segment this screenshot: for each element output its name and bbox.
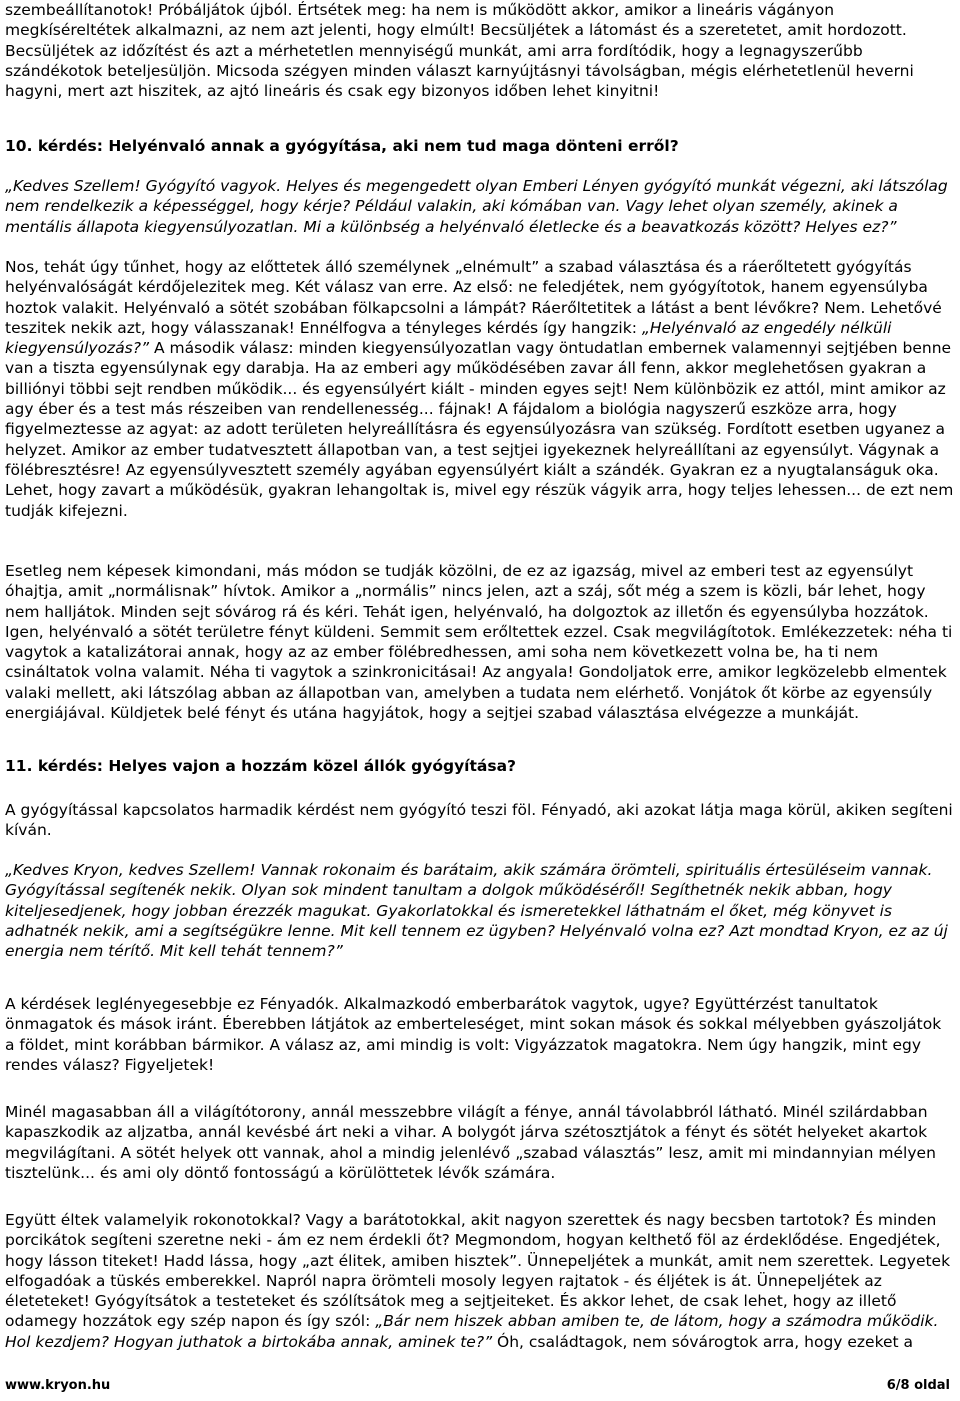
text-line <box>5 683 953 703</box>
paragraph-q11-answer <box>5 994 953 1075</box>
text-line <box>5 602 953 622</box>
bold-heading-text: 11. kérdés: Helyes vajon a hozzám közel állók gyógyítása? <box>5 757 517 775</box>
text-line <box>5 1332 953 1352</box>
text-line <box>5 860 953 880</box>
text-line <box>5 622 953 642</box>
text-line <box>5 1251 953 1271</box>
text-segment: Nos, tehát úgy tűnhet, hogy az előttetek álló személynek „elnémult” a szabad választása és a ráerőltetett gyógyítás <box>5 258 912 276</box>
text-segment: teszitek nekik azt, hogy válasszanak! Ennélfogva a tényleges kérdés így hangzik: <box>5 318 642 337</box>
paragraph-q10-heading <box>5 136 953 156</box>
text-line <box>5 176 953 196</box>
text-segment: csináltatok volna valamit. Néha ti vagytok a szinkronicitásai! Az angyala! Gondoljatok erre, amikor legközelebb elmentek <box>5 663 947 682</box>
italic-text: energia nem térítő. Mit kell tehát tennem?” <box>5 942 343 961</box>
text-line <box>5 1122 953 1142</box>
paragraph-q10-answer <box>5 257 953 521</box>
text-line <box>5 358 953 378</box>
paragraph-q10-question <box>5 176 953 237</box>
text-line <box>5 1102 953 1122</box>
text-line <box>5 379 953 399</box>
text-segment: kapaszkodik az aljzatba, annál kevésbé árt neki a vihar. A bolygót járva szétosztjátok a fényt és sötét helyeket akartok <box>5 1123 928 1142</box>
text-segment: óhajtja, amit „normálisnak” hívtok. Amikor a „normális” nincs jelen, azt a száj, sőt még a szem is közli, bár lehet, hogy <box>5 582 926 601</box>
paragraph-intro <box>5 0 953 101</box>
text-line <box>5 642 953 662</box>
text-segment: odamegy hozzátok egy szép napon és így szól: <box>5 1312 376 1331</box>
paragraph-q10-answer-2 <box>5 561 953 723</box>
paragraph-q11-intro <box>5 800 953 841</box>
text-segment: helyzet. Amikor az ember tudatvesztett állapotban van, a test sejtjei igyekeznek helyreállítani az egyensúlyt. Vágynak a <box>5 440 940 459</box>
text-line <box>5 1163 953 1183</box>
text-line <box>5 0 953 20</box>
text-line <box>5 277 953 297</box>
paragraph-q11-answer-2 <box>5 1102 953 1183</box>
text-line <box>5 1035 953 1055</box>
italic-text: Gyógyítással segítenék nekik. Olyan sok mindent tanultam a dolgok működéséről! Segíthetnék nekik abban, hogy <box>5 881 892 900</box>
italic-text: kiteljesedjenek, hogy jobban érezzék magukat. Gyakorlatokkal és ismeretekkel láthatnám el őket, még könyvet is <box>5 901 892 920</box>
text-segment: figyelmeztesse az agyat: az adott területen helyreállításra és egyensúlyozásra van szükség. Fordított esetben ugyanez a <box>5 420 946 439</box>
text-line <box>5 196 953 216</box>
text-segment: hagyni, mert azt hiszitek, az ajtó lineáris és csak egy bizonyos időben lehet kinyitni! <box>5 82 660 101</box>
text-line <box>5 257 953 277</box>
text-segment: megkíséreltétek alkalmazni, az nem azt jelenti, hogy elmúlt! Becsüljétek a látomást és a szeretetet, amit hordozott. <box>5 21 907 40</box>
italic-text: „Kedves Szellem! Gyógyító vagyok. Helyes és megengedett olyan Emberi Lényen gyógyító munkát végezni, aki látszólag <box>5 177 948 195</box>
text-segment: Igen, helyénvaló a sötét területre fényt küldeni. Semmit sem erőltettek ezzel. Csak megvilágítotok. Emlékezzetek: néha ti <box>5 622 953 641</box>
text-segment: A kérdések leglényegesebbje ez Fényadók. Alkalmazkodó emberbarátok vagytok, ugye? Együttérzést tanultatok <box>5 995 878 1013</box>
text-line <box>5 561 953 581</box>
text-line <box>5 480 952 500</box>
text-segment: Becsüljétek az időzítést és azt a mérhetetlen mennyiségű munkát, ami arra fordítódik, hogy a legnagyszerűbb <box>5 41 863 60</box>
text-line <box>5 921 953 941</box>
text-line <box>5 800 952 820</box>
italic-text: „Kedves Kryon, kedves Szellem! Vannak rokonaim és barátaim, akik számára örömteli, spirituális értesüléseim vannak. <box>5 861 933 879</box>
text-line <box>5 1291 953 1311</box>
text-line <box>5 318 953 338</box>
text-segment: A második válasz: minden kiegyensúlyozatlan vagy öntudatlan embernek valamennyi sejtjében benne <box>149 339 952 358</box>
text-line <box>5 880 953 900</box>
text-segment: hogy lásson titeket! Hadd lássa, hogy „azt élitek, amiben hisztek”. Ünnepeljétek a munkát, amit nem szerettek. Legyetek <box>5 1251 951 1270</box>
text-line <box>5 820 953 840</box>
footer-page-number: 6/8 oldal <box>886 1378 950 1393</box>
text-segment: rendes válasz? Figyeljetek! <box>5 1055 215 1074</box>
text-line <box>5 994 953 1014</box>
text-segment: Óh, családtagok, nem sóvárogtok arra, hogy ezeket a <box>492 1332 914 1351</box>
text-line <box>5 399 953 419</box>
text-line <box>5 460 953 480</box>
text-line <box>5 20 953 40</box>
text-segment: porcikátok segíteni szeretne neki - ám ez nem érdekli őt? Megmondom, hogyan kelthető föl az érdeklődése. Engedjétek, <box>5 1231 941 1250</box>
text-line <box>5 217 953 237</box>
text-segment: helyénvalóságát kérdőjelezitek meg. Két válasz van erre. Az első: ne feledjétek, nem gyógyítotok, hanem egyensúlyba <box>5 278 928 297</box>
italic-text: adhatnék nekik, ami a segítségükre lenne. Mit kell tennem ez ügyben? Helyénvaló volna ez? Azt mondtad Kryon, ez az új <box>5 921 948 940</box>
text-line <box>5 440 953 460</box>
text-line <box>5 419 953 439</box>
text-line <box>5 581 953 601</box>
text-segment: billiónyi többi sejt rendben működik... és egyensúlyért kiált - minden egyes sejt! Nem különbözik ez attól, mint amikor az <box>5 379 946 398</box>
text-segment: Lehet, hogy zavart a működésük, gyakran lehangoltak is, mivel egy részük vágyik arra, hogy teljes lehessen... de ezt nem <box>5 481 954 500</box>
text-segment: Együtt éltek valamelyik rokonotokkal? Vagy a barátotokkal, akit nagyon szerettek és nagy becsben tartotok? És minden <box>5 1211 937 1229</box>
text-segment: tudják kifejezni. <box>5 501 128 520</box>
text-segment: A gyógyítással kapcsolatos harmadik kérdést nem gyógyító teszi föl. Fényadó, aki azokat látja maga körül, akiken segíteni <box>5 801 953 819</box>
italic-text: „Bár nem hiszek abban amiben te, de látom, hogy a számodra működik. <box>375 1312 939 1331</box>
italic-text: „Helyénvaló az engedély nélküli <box>641 318 892 337</box>
text-line <box>5 136 953 156</box>
paragraph-q11-question <box>5 860 953 961</box>
text-segment: energiájával. Küldjetek belé fényt és utána hagyjátok, hogy a sejtjei szabad választása elvégezze a munkáját. <box>5 704 860 723</box>
text-segment: elfogadóak a tüskés emberekkel. Napról napra örömteli mosoly legyen rajtatok - és éljétek is át. Ünnepeljétek az <box>5 1271 882 1290</box>
paragraph-q11-heading <box>5 756 953 776</box>
text-segment: Minél magasabban áll a világítótorony, annál messzebbre világít a fénye, annál távolabbról látható. Minél szilárdabban <box>5 1103 928 1121</box>
text-line <box>5 41 953 61</box>
text-line <box>5 1230 953 1250</box>
text-segment: vagytok a katalizátorai annak, hogy az az ember fölébredhessen, ami soha nem következett volna be, ha ti nem <box>5 643 879 662</box>
page-footer <box>5 1378 950 1393</box>
text-line <box>5 298 953 318</box>
text-segment: fölébresztésre! Az egyensúlyvesztett személy agyában egyensúlyért kiált a szándék. Gyakran ez a nyugtalanságuk oka. <box>5 460 939 479</box>
italic-text: mentális állapota kiegyensúlyozatlan. Mi a különbség a helyénvaló életlecke és a beavatkozás között? Helyes ez?” <box>5 217 897 236</box>
text-line <box>5 1014 953 1034</box>
italic-text: Hol kezdjem? Hogyan juthatok a birtokába annak, aminek te?” <box>5 1332 493 1351</box>
text-segment: szembeállítanotok! Próbáljátok újból. Értsétek meg: ha nem is működött akkor, amikor a lineáris vágányon <box>5 1 835 19</box>
text-segment: kíván. <box>5 821 52 840</box>
paragraph-q11-answer-3 <box>5 1210 953 1352</box>
text-segment: szándékotok beteljesüljön. Micsoda szégyen minden választ karnyújtásnyi távolságban, mégis elérhetetlenül heverni <box>5 61 914 80</box>
text-segment: Esetleg nem képesek kimondani, más módon se tudják közölni, de ez az igazság, mivel az emberi test az egyensúlyt <box>5 562 914 580</box>
text-line <box>5 501 953 521</box>
text-line <box>5 662 953 682</box>
text-line <box>5 941 953 961</box>
text-line <box>5 1210 953 1230</box>
text-line <box>5 1143 953 1163</box>
text-line <box>5 61 953 81</box>
text-segment: nem halljátok. Minden sejt sóvárog rá és kéri. Tehát igen, helyénvaló, ha dolgoztok az illetőn és egyensúlyba hozzátok. <box>5 602 929 621</box>
text-segment: hoztok valakit. Helyénvaló a sötét szobában fölkapcsolni a lámpát? Ráerőltetitek a látást a bent lévőkre? Nem. Lehetővé <box>5 298 942 317</box>
text-line <box>5 703 953 723</box>
bold-heading-text: 10. kérdés: Helyénvaló annak a gyógyítása, aki nem tud maga dönteni erről? <box>5 137 679 155</box>
footer-site-link[interactable]: www.kryon.hu <box>5 1378 111 1393</box>
text-segment: életeteket! Gyógyítsátok a testeteket és szólítsátok meg a sejtjeiteket. És akkor lehet, de csak lehet, hogy az illető <box>5 1292 897 1311</box>
text-line <box>5 1311 953 1331</box>
text-line <box>5 756 953 776</box>
italic-text: nem rendelkezik a képességgel, hogy kérje? Például valakin, aki kómában van. Vagy lehet olyan személy, akinek a <box>5 197 898 216</box>
text-line <box>5 338 953 358</box>
text-line <box>5 1271 953 1291</box>
text-segment: megvilágítani. A sötét helyek ott vannak, ahol a mindig jelenlévő „szabad választás” lesz, amit mi mindannyian mélyen <box>5 1143 936 1162</box>
text-segment: valaki mellett, aki látszólag abban az állapotban van, amelyben a tudata nem elérhető. Vonjátok őt körbe az egyensúly <box>5 683 933 702</box>
text-line <box>5 81 953 101</box>
text-segment: önmagatok és mások iránt. Éberebben látjátok az emberteleséget, mint sokan mások és sokkal mélyebben gyászoljátok <box>5 1015 942 1034</box>
text-segment: a földet, mint korábban bármikor. A válasz az, ami mindig is volt: Vigyázzatok magatokra. Nem úgy hangzik, mint egy <box>5 1035 922 1054</box>
text-segment: tisztelünk... és ami oly döntő fontosságú a körülöttetek lévők számára. <box>5 1163 556 1182</box>
text-segment: van a tiszta egyensúlynak egy darabja. Ha az emberi agy működésében zavar áll fenn, akkor meglehetősen gyakran a <box>5 359 927 378</box>
italic-text: kiegyensúlyozás?” <box>5 339 150 358</box>
text-line <box>5 1055 953 1075</box>
text-segment: agy éber és a test más részeiben van rendellenesség... fájnak! A fájdalom a biológia nagyszerű eszköze arra, hogy <box>5 400 897 419</box>
text-line <box>5 901 953 921</box>
